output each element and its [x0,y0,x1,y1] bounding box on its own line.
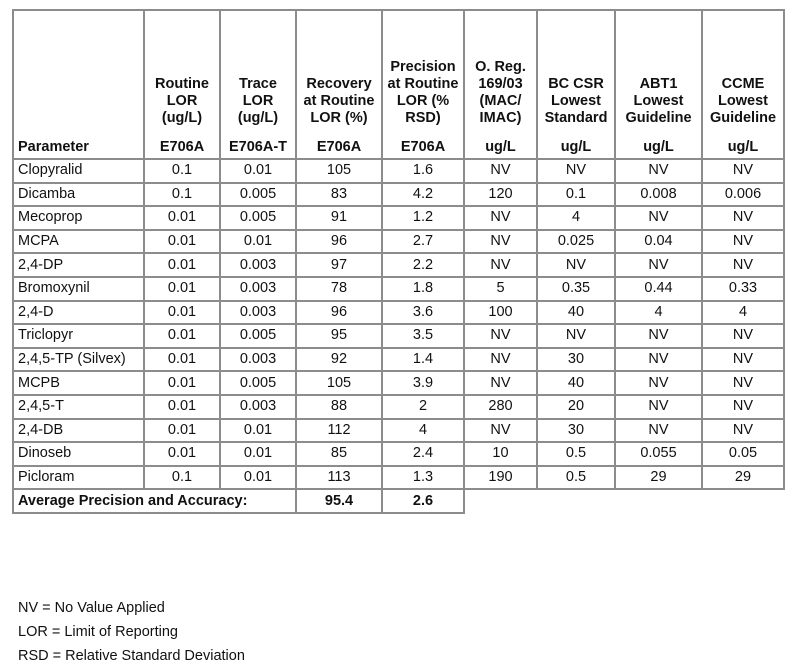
value-cell: 0.005 [220,371,296,395]
value-cell: 0.5 [537,466,615,490]
header-code: ug/L [560,139,592,155]
parameter-cell: Bromoxynil [13,277,144,301]
value-cell: NV [615,206,702,230]
table-row [13,301,784,325]
value-cell: 97 [296,253,382,277]
value-cell: 0.01 [220,419,296,443]
value-cell: NV [702,324,784,348]
header-col-3 [296,10,382,159]
parameter-cell: Triclopyr [13,324,144,348]
parameter-cell: 2,4-DB [13,419,144,443]
value-cell: NV [615,348,702,372]
parameter-cell: Dicamba [13,183,144,207]
value-cell: 0.003 [220,395,296,419]
value-cell: NV [702,348,784,372]
header-col-1 [144,10,220,159]
value-cell: 29 [615,466,702,490]
note-nv: NV = No Value Applied [18,600,165,616]
value-cell: 0.05 [702,442,784,466]
value-cell: NV [464,371,537,395]
value-cell: 100 [464,301,537,325]
header-label: BC CSR Lowest Standard [544,76,608,126]
value-cell: 0.01 [220,230,296,254]
header-col-8 [702,10,784,159]
parameter-cell: Dinoseb [13,442,144,466]
value-cell: 3.9 [382,371,464,395]
value-cell: NV [702,159,784,183]
value-cell: NV [464,253,537,277]
value-cell: 0.01 [144,442,220,466]
value-cell: 0.1 [144,159,220,183]
value-cell: 0.01 [144,395,220,419]
value-cell: 3.6 [382,301,464,325]
header-code: E706A [159,139,205,155]
value-cell: 0.025 [537,230,615,254]
value-cell: NV [702,419,784,443]
header-row [13,10,784,159]
value-cell: NV [464,324,537,348]
value-cell: 96 [296,230,382,254]
value-cell: 1.4 [382,348,464,372]
header-label: Precision at Routine LOR (% RSD) [387,59,459,126]
value-cell: 96 [296,301,382,325]
value-cell: 190 [464,466,537,490]
parameter-cell: Clopyralid [13,159,144,183]
table-row [13,324,784,348]
header-col-5 [464,10,537,159]
value-cell: 4 [702,301,784,325]
value-cell: 0.1 [537,183,615,207]
value-cell: 3.5 [382,324,464,348]
value-cell: 105 [296,159,382,183]
table-row [13,466,784,490]
value-cell: 0.003 [220,301,296,325]
value-cell: 120 [464,183,537,207]
average-recovery: 95.4 [296,489,382,513]
value-cell: 0.1 [144,183,220,207]
average-blank [464,489,784,513]
value-cell: 0.006 [702,183,784,207]
value-cell: 1.6 [382,159,464,183]
header-label: CCME Lowest Guideline [709,76,777,126]
value-cell: 113 [296,466,382,490]
table-header [13,10,784,159]
value-cell: 1.3 [382,466,464,490]
value-cell: NV [537,253,615,277]
parameter-cell: Mecoprop [13,206,144,230]
value-cell: NV [615,419,702,443]
value-cell: 29 [702,466,784,490]
header-parameter [13,10,144,159]
value-cell: 2 [382,395,464,419]
average-label: Average Precision and Accuracy: [13,489,296,513]
value-cell: 88 [296,395,382,419]
value-cell: 0.055 [615,442,702,466]
value-cell: 0.01 [144,230,220,254]
table-row [13,183,784,207]
value-cell: 30 [537,348,615,372]
parameter-cell: MCPB [13,371,144,395]
value-cell: 0.008 [615,183,702,207]
value-cell: 0.005 [220,183,296,207]
header-label: Routine LOR (ug/L) [155,76,209,126]
value-cell: NV [615,395,702,419]
value-cell: 0.01 [220,159,296,183]
header-code: ug/L [727,139,759,155]
table-row [13,253,784,277]
header-col-7 [615,10,702,159]
table-row [13,371,784,395]
value-cell: 0.01 [220,466,296,490]
note-lor: LOR = Limit of Reporting [18,624,178,640]
header-label: Trace LOR (ug/L) [237,76,279,126]
results-table-container [12,9,785,514]
value-cell: 0.01 [144,277,220,301]
value-cell: NV [702,371,784,395]
header-label: Recovery at Routine LOR (%) [303,76,375,126]
parameter-cell: 2,4-D [13,301,144,325]
header-code: E706A [400,139,446,155]
value-cell: 2.4 [382,442,464,466]
value-cell: 20 [537,395,615,419]
value-cell: 4 [382,419,464,443]
value-cell: NV [615,324,702,348]
value-cell: NV [615,371,702,395]
table-row [13,419,784,443]
value-cell: 0.01 [144,419,220,443]
average-row [13,489,784,513]
header-code: ug/L [643,139,674,155]
value-cell: 0.01 [144,348,220,372]
value-cell: NV [464,348,537,372]
value-cell: 0.003 [220,253,296,277]
value-cell: 0.35 [537,277,615,301]
table-row [13,348,784,372]
value-cell: 2.7 [382,230,464,254]
value-cell: 0.003 [220,277,296,301]
value-cell: NV [702,395,784,419]
value-cell: 40 [537,301,615,325]
value-cell: 4 [615,301,702,325]
header-col-6 [537,10,615,159]
header-code: Parameter [18,139,89,155]
value-cell: 112 [296,419,382,443]
value-cell: 0.01 [144,301,220,325]
header-code: ug/L [485,139,516,155]
value-cell: 0.01 [144,324,220,348]
header-code: E706A-T [228,139,288,155]
value-cell: NV [702,230,784,254]
value-cell: 5 [464,277,537,301]
value-cell: 105 [296,371,382,395]
value-cell: NV [702,253,784,277]
parameter-cell: Picloram [13,466,144,490]
table-body [13,159,784,513]
value-cell: 92 [296,348,382,372]
value-cell: NV [537,159,615,183]
average-precision: 2.6 [382,489,464,513]
header-label: O. Reg. 169/03 (MAC/ IMAC) [475,59,526,126]
value-cell: 0.01 [144,371,220,395]
header-col-2 [220,10,296,159]
value-cell: 0.005 [220,324,296,348]
value-cell: NV [464,230,537,254]
note-rsd: RSD = Relative Standard Deviation [18,648,245,664]
header-col-4 [382,10,464,159]
table-row [13,277,784,301]
value-cell: 1.2 [382,206,464,230]
value-cell: 0.01 [220,442,296,466]
value-cell: 91 [296,206,382,230]
value-cell: NV [464,419,537,443]
value-cell: 10 [464,442,537,466]
value-cell: 1.8 [382,277,464,301]
table-row [13,442,784,466]
value-cell: 0.33 [702,277,784,301]
value-cell: 4.2 [382,183,464,207]
parameter-cell: 2,4,5-T [13,395,144,419]
value-cell: 0.04 [615,230,702,254]
value-cell: NV [464,159,537,183]
notes-list [18,596,245,668]
value-cell: NV [615,253,702,277]
value-cell: NV [615,159,702,183]
value-cell: 0.5 [537,442,615,466]
value-cell: 2.2 [382,253,464,277]
value-cell: 280 [464,395,537,419]
value-cell: 0.01 [144,253,220,277]
value-cell: NV [537,324,615,348]
value-cell: 0.1 [144,466,220,490]
value-cell: NV [464,206,537,230]
value-cell: 95 [296,324,382,348]
value-cell: 83 [296,183,382,207]
value-cell: 30 [537,419,615,443]
table-row [13,159,784,183]
value-cell: 0.01 [144,206,220,230]
table-row [13,395,784,419]
results-table [12,9,785,514]
value-cell: 0.005 [220,206,296,230]
value-cell: 85 [296,442,382,466]
value-cell: 0.003 [220,348,296,372]
table-row [13,230,784,254]
header-label: ABT1 Lowest Guideline [625,76,692,126]
value-cell: NV [702,206,784,230]
value-cell: 40 [537,371,615,395]
value-cell: 4 [537,206,615,230]
parameter-cell: 2,4,5-TP (Silvex) [13,348,144,372]
parameter-cell: MCPA [13,230,144,254]
header-code: E706A [316,139,362,155]
value-cell: 0.44 [615,277,702,301]
parameter-cell: 2,4-DP [13,253,144,277]
table-row [13,206,784,230]
value-cell: 78 [296,277,382,301]
